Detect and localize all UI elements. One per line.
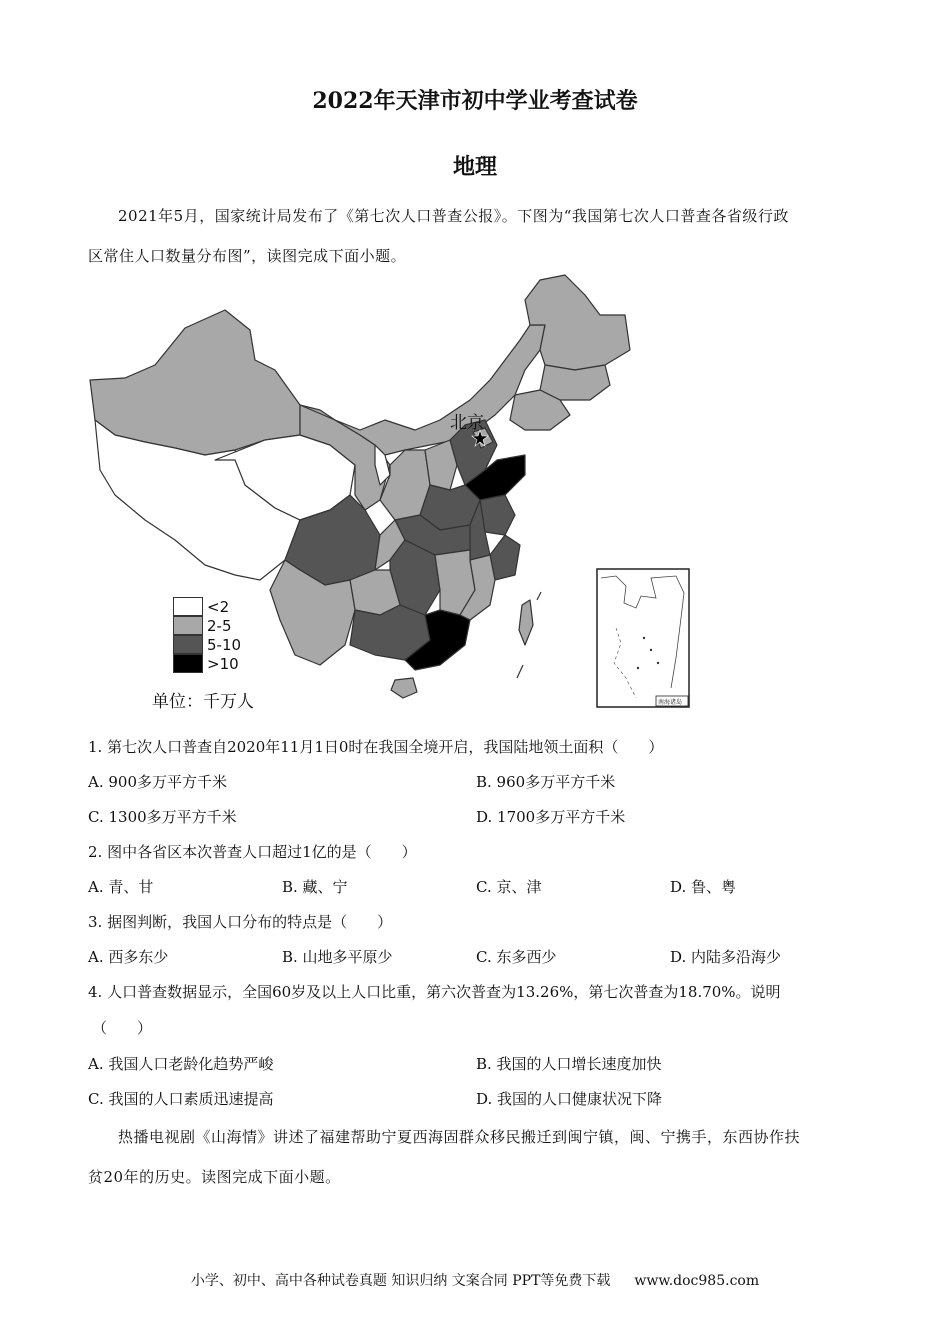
region-zhejiang	[490, 535, 520, 580]
map-legend	[173, 597, 241, 673]
intro-paragraph-1	[88, 196, 863, 276]
legend-item	[173, 616, 241, 635]
q1-option-b[interactable]: B. 960多万平方千米	[476, 773, 616, 791]
q4-option-a[interactable]: A. 我国人口老龄化趋势严峻	[88, 1055, 274, 1073]
intro1-line1: 2021年5月，国家统计局发布了《第七次人口普查公报》。下图为“我国第七次人口普查各省级行政	[118, 207, 789, 225]
q2-option-a[interactable]: A. 青、甘	[88, 878, 154, 896]
inset-label: 南海诸岛	[658, 699, 683, 706]
q1-option-a[interactable]: A. 900多万平方千米	[88, 773, 227, 791]
q2-option-b[interactable]: B. 藏、宁	[282, 878, 348, 896]
south-china-sea-inset	[596, 568, 690, 708]
q2-option-c[interactable]: C. 京、津	[476, 878, 542, 896]
intro-paragraph-2	[88, 1117, 863, 1197]
q3-option-c[interactable]: C. 东多西少	[476, 948, 557, 966]
region-jiangsu	[480, 495, 515, 535]
q4-option-d[interactable]: D. 我国的人口健康状况下降	[476, 1090, 663, 1108]
question-1-stem: 1. 第七次人口普查自2020年11月1日0时在我国全境开启，我国陆地领土面积（ ）	[88, 738, 664, 756]
beijing-label: 北京	[450, 413, 484, 433]
legend-swatch	[173, 635, 203, 654]
inset-graphic	[596, 568, 690, 708]
legend-item	[173, 635, 241, 654]
legend-item	[173, 597, 241, 616]
region-xinjiang	[90, 310, 300, 455]
exam-title: 2022年天津市初中学业考查试卷	[312, 88, 638, 114]
q4-option-b[interactable]: B. 我国的人口增长速度加快	[476, 1055, 662, 1073]
subject-title: 地理	[452, 154, 497, 180]
q3-option-a[interactable]: A. 西多东少	[88, 948, 169, 966]
legend-swatch	[173, 597, 203, 616]
region-hainan	[391, 678, 417, 698]
intro1-line2: 区常住人口数量分布图”，读图完成下面小题。	[88, 247, 407, 265]
intro2-line1: 热播电视剧《山海情》讲述了福建帮助宁夏西海固群众移民搬迁到闽宁镇，闽、宁携手，东西协作扶	[118, 1128, 801, 1146]
q2-option-d[interactable]: D. 鲁、粤	[670, 878, 737, 896]
q4-option-c[interactable]: C. 我国的人口素质迅速提高	[88, 1090, 274, 1108]
map-unit: 单位：千万人	[152, 692, 254, 712]
legend-label: 2-5	[207, 616, 232, 635]
page-footer	[0, 1270, 950, 1290]
legend-item	[173, 654, 241, 673]
footer-site-link[interactable]: www.doc985.com	[634, 1273, 760, 1289]
legend-label: >10	[207, 654, 239, 673]
intro2-line2: 贫20年的历史。读图完成下面小题。	[88, 1168, 341, 1186]
legend-swatch	[173, 616, 203, 635]
legend-label: 5-10	[207, 635, 242, 654]
question-2-stem: 2. 图中各省区本次普查人口超过1亿的是（ ）	[88, 843, 417, 861]
region-heilongjiang	[525, 275, 630, 370]
question-3-stem: 3. 据图判断，我国人口分布的特点是（ ）	[88, 913, 393, 931]
q3-option-b[interactable]: B. 山地多平原少	[282, 948, 393, 966]
q3-option-d[interactable]: D. 内陆多沿海少	[670, 948, 782, 966]
question-4-stem-continued: （ ）	[92, 1019, 153, 1037]
legend-label: <2	[207, 597, 230, 616]
question-4-stem: 4. 人口普查数据显示，全国60岁及以上人口比重，第六次普查为13.26%，第七次普查为18.70%。说明	[88, 983, 781, 1001]
footer-text: 小学、初中、高中各种试卷真题 知识归纳 文案合同 PPT等免费下载	[190, 1273, 611, 1289]
region-taiwan	[519, 600, 533, 645]
q1-option-c[interactable]: C. 1300多万平方千米	[88, 808, 237, 826]
legend-swatch	[173, 654, 203, 673]
q1-option-d[interactable]: D. 1700多万平方千米	[476, 808, 626, 826]
